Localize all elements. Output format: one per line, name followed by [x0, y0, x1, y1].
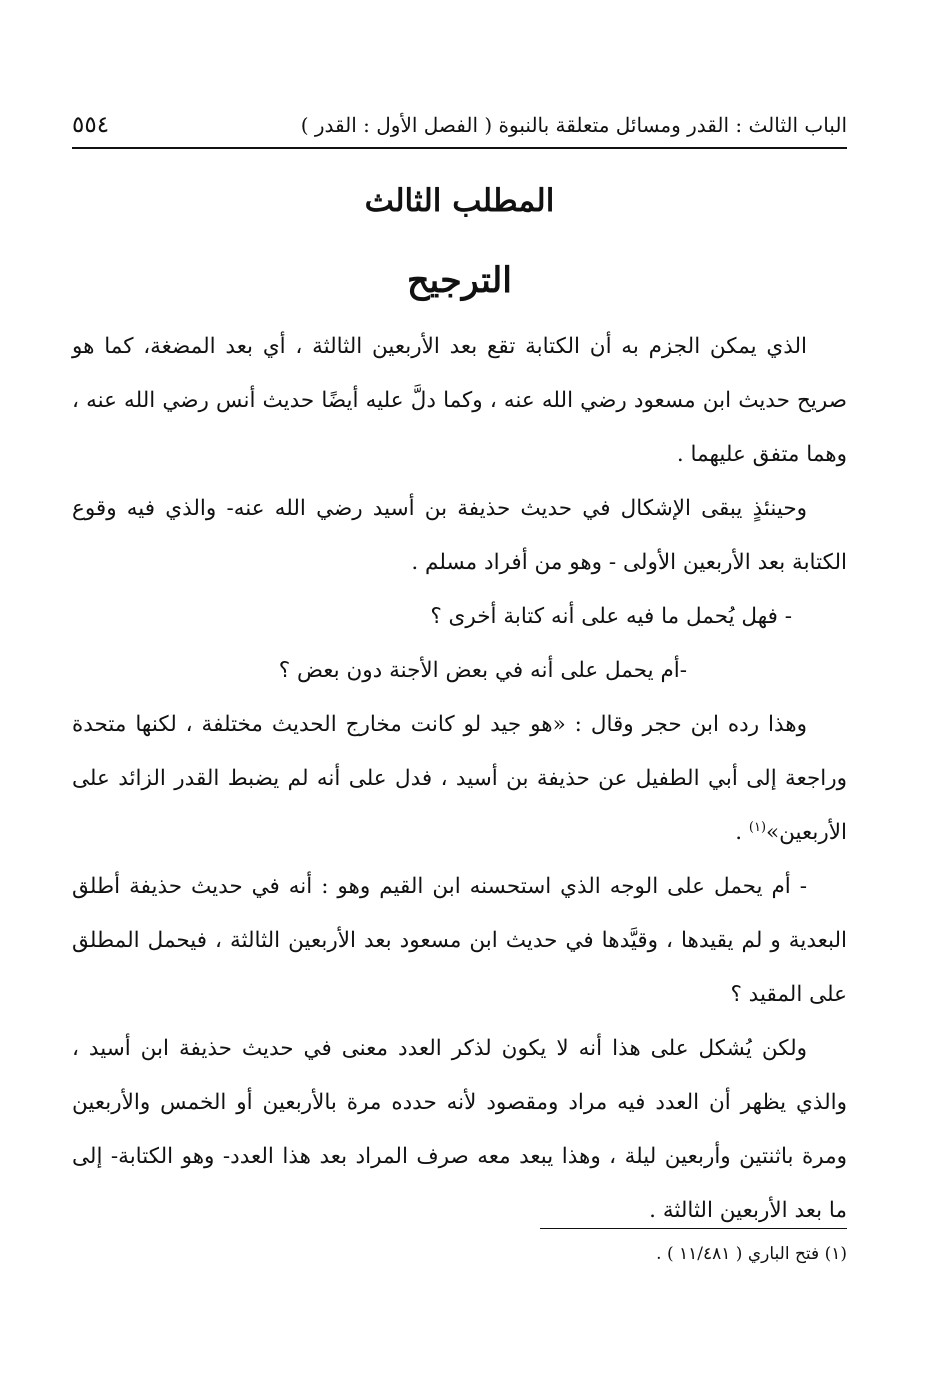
paragraph-3-text: وهذا رده ابن حجر وقال : «هو جيد لو كانت مخارج الحديث مختلفة ، لكنها متحدة وراجعة إلى أبي الطفيل عن حذيفة بن أسيد ، فدل على أنه لم يضبط القدر الزائد على الأربعين»: [72, 712, 847, 845]
footnote-reference: (١): [748, 819, 767, 835]
paragraph-1: الذي يمكن الجزم به أن الكتابة تقع بعد الأربعين الثالثة ، أي بعد المضغة، كما هو صريح حديث ابن مسعود رضي الله عنه ، وكما دلَّ عليه أيضًا حديث أنس رضي الله عنه ، وهما متفق عليهما .: [72, 334, 847, 467]
page-number: ٥٥٤: [72, 112, 110, 138]
section-subheading: الترجيح: [406, 260, 513, 301]
question-1: - فهل يُحمل ما فيه على أنه كتابة أخرى ؟: [430, 604, 792, 629]
paragraph-5: ولكن يُشكل على هذا أنه لا يكون لذكر العدد معنى في حديث حذيفة ابن أسيد ، والذي يظهر أن العدد فيه مراد ومقصود لأنه حدده مرة بالأربعين أو الخمس والأربعين ومرة باثنتين وأربعين ليلة ، وهذا يبعد معه صرف المراد بعد هذا العدد- وهو الكتابة- إلى ما بعد الأربعين الثالثة .: [72, 1036, 847, 1223]
running-title: الباب الثالث : القدر ومسائل متعلقة بالنبوة ( الفصل الأول : القدر ): [300, 113, 847, 137]
paragraph-3-end: .: [735, 820, 749, 845]
header-divider: [72, 147, 847, 149]
main-text: [72, 320, 847, 1238]
paragraph-2: وحينئذٍ يبقى الإشكال في حديث حذيفة بن أسيد رضي الله عنه- والذي فيه وقوع الكتابة بعد الأربعين الأولى - وهو من أفراد مسلم .: [72, 496, 847, 575]
paragraph-4: - أم يحمل على الوجه الذي استحسنه ابن القيم وهو : أنه في حديث حذيفة أطلق البعدية و لم يقيدها ، وقيَّدها في حديث ابن مسعود بعد الأربعين الثالثة ، فيحمل المطلق على المقيد ؟: [72, 874, 847, 1007]
paragraph-3: [72, 698, 847, 860]
page-header: [72, 106, 847, 144]
footnote: (١) فتح الباري ( ١١/٤٨١ ) .: [656, 1244, 847, 1264]
section-heading: المطلب الثالث: [364, 183, 555, 219]
footnote-divider: [540, 1228, 847, 1229]
question-2: -أم يحمل على أنه في بعض الأجنة دون بعض ؟: [278, 658, 687, 683]
